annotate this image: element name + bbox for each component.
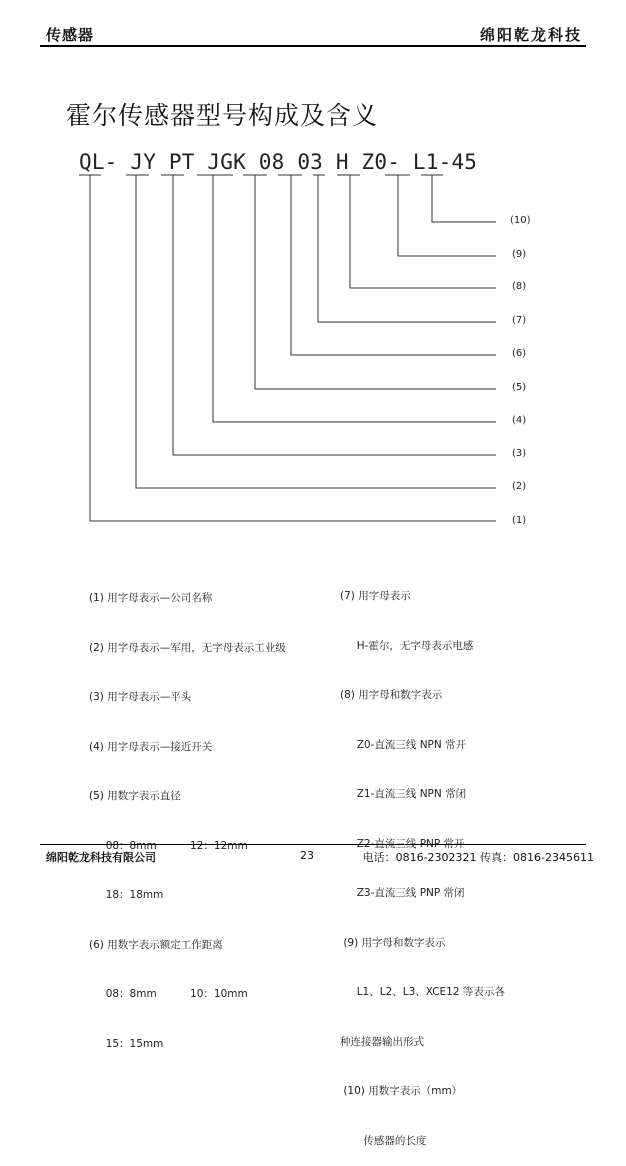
tag-4: (4) [512,415,527,426]
model-code: QL- JY PT JGK 08 03 H Z0- L1-45 [79,150,478,174]
leader-1 [90,175,496,521]
page-title: 霍尔传感器型号构成及含义 [66,101,379,130]
desc-line: 08：8mm 10：10mm [89,988,248,1000]
header-left: 传感器 [46,26,95,44]
leader-7 [318,175,496,322]
desc-line: (5) 用数字表示直径 [89,790,181,802]
desc-line: Z0-直流三线 NPN 常开 [340,738,467,751]
footer-divider [40,844,586,845]
desc-line: 传感器的长度 [340,1134,427,1147]
leader-6 [291,175,496,355]
desc-line: (2) 用字母表示—军用，无字母表示工业级 [89,641,286,654]
header-right: 绵阳乾龙科技 [479,26,582,44]
desc-line: (7) 用字母表示 [340,590,411,602]
desc-line: (9) 用字母和数字表示 [340,936,446,949]
desc-line: (4) 用字母表示—接近开关 [89,740,213,753]
tag-7: (7) [512,315,527,326]
footer-company: 绵阳乾龙科技有限公司 [46,851,156,864]
desc-line: (10) 用数字表示（mm） [340,1085,463,1097]
leader-3 [173,175,496,455]
left-description [89,557,286,1069]
tag-6: (6) [512,348,527,359]
leader-10 [432,175,496,222]
desc-line: 08：8mm 12：12mm [89,839,248,852]
tag-1: (1) [512,515,527,526]
desc-line: H-霍尔，无字母表示电感 [340,639,474,652]
desc-line: Z3-直流三线 PNP 常闭 [340,887,465,899]
desc-line: 15：15mm [89,1037,164,1050]
tag-10: (10) [510,215,531,226]
tag-8: (8) [512,281,527,292]
desc-line: L1、L2、L3、XCE12 等表示各 [340,986,505,998]
desc-line: Z2-直流三线 PNP 常开 [340,837,465,850]
desc-line: (3) 用字母表示—平头 [89,691,192,703]
leader-9 [398,175,496,256]
page-number: 23 [300,849,314,862]
desc-line: 种连接器输出形式 [340,1035,424,1048]
desc-line: (1) 用字母表示—公司名称 [89,592,213,604]
tag-9: (9) [512,249,527,260]
tag-3: (3) [512,448,527,459]
leader-8 [350,175,496,288]
desc-line: (8) 用字母和数字表示 [340,689,443,701]
tag-2: (2) [512,481,527,492]
footer-contact: 电话：0816-2302321 传真：0816-2345611 [362,851,594,864]
desc-line: (6) 用数字表示额定工作距离 [89,938,223,951]
desc-line: 18：18mm [89,889,164,901]
desc-line: Z1-直流三线 NPN 常闭 [340,788,467,800]
tag-5: (5) [512,382,527,393]
